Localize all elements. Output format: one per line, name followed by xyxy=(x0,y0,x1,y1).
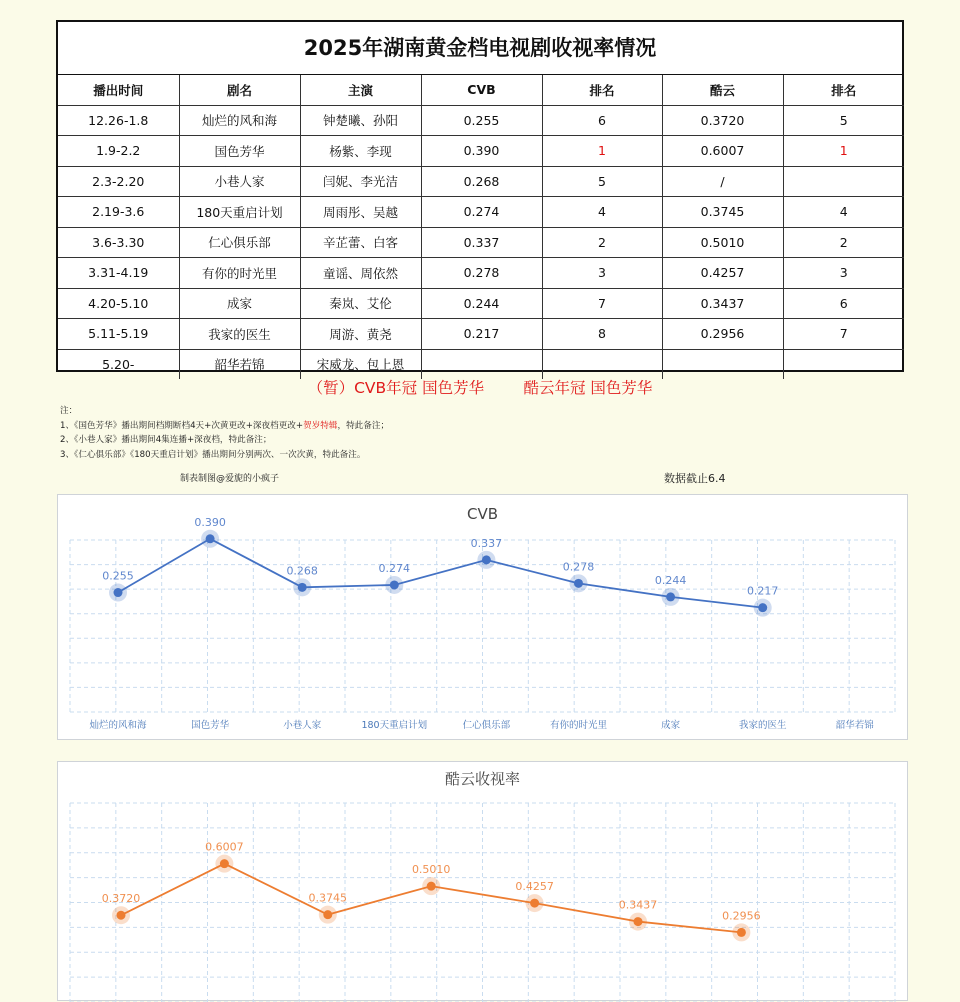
data-label: 0.278 xyxy=(562,560,595,574)
cell-cvb-rank: 6 xyxy=(542,105,662,136)
cell-drama-name: 国色芳华 xyxy=(179,136,300,167)
cvb-chart-panel xyxy=(57,494,908,740)
cell-cvb-rank: 8 xyxy=(542,319,662,350)
cell-cvb: 0.217 xyxy=(421,319,542,350)
notes-heading: 注： xyxy=(60,406,78,416)
cell-drama-name: 有你的时光里 xyxy=(179,258,300,289)
cell-cvb xyxy=(421,349,542,379)
cell-drama-name: 我家的医生 xyxy=(179,319,300,350)
data-point xyxy=(737,928,746,937)
data-point xyxy=(114,588,123,597)
table-row xyxy=(58,227,904,258)
cell-lead-actors: 辛芷蕾、白客 xyxy=(300,227,421,258)
cell-drama-name: 韶华若锦 xyxy=(179,349,300,379)
header-air-time: 播出时间 xyxy=(58,75,179,105)
cell-air-time: 2.19-3.6 xyxy=(58,197,179,228)
cell-kuyun: 0.4257 xyxy=(662,258,783,289)
cell-lead-actors: 秦岚、艾伦 xyxy=(300,288,421,319)
data-label: 0.274 xyxy=(378,561,411,575)
cell-drama-name: 灿烂的风和海 xyxy=(179,105,300,136)
data-label: 0.217 xyxy=(746,584,779,598)
x-tick-label: 成家 xyxy=(661,720,681,731)
cvb-chart-title: CVB xyxy=(466,505,499,523)
data-point xyxy=(758,603,767,612)
data-label: 0.3745 xyxy=(308,891,348,905)
data-label: 0.3437 xyxy=(618,898,658,912)
cell-kuyun: / xyxy=(662,166,783,197)
cell-kuyun xyxy=(662,349,783,379)
data-point xyxy=(634,917,643,926)
data-point xyxy=(323,910,332,919)
cell-kuyun: 0.2956 xyxy=(662,319,783,350)
data-label: 0.3720 xyxy=(101,892,141,906)
kuyun-line-chart xyxy=(58,762,909,1002)
cell-lead-actors: 周游、黄尧 xyxy=(300,319,421,350)
ratings-table-sheet xyxy=(56,20,904,372)
data-label: 0.5010 xyxy=(411,863,451,877)
data-point xyxy=(220,859,229,868)
data-point xyxy=(530,899,539,908)
cell-cvb-rank: 4 xyxy=(542,197,662,228)
table-row xyxy=(58,105,904,136)
data-point xyxy=(427,882,436,891)
cell-air-time: 5.20- xyxy=(58,349,179,379)
data-cutoff-date: 数据截止6.4 xyxy=(664,472,726,485)
data-label: 0.4257 xyxy=(515,880,554,894)
cell-kuyun: 0.3720 xyxy=(662,105,783,136)
data-label: 0.268 xyxy=(286,564,318,578)
cell-lead-actors: 钟楚曦、孙阳 xyxy=(300,105,421,136)
cell-lead-actors: 杨紫、李现 xyxy=(300,136,421,167)
data-point xyxy=(574,579,583,588)
cell-cvb: 0.268 xyxy=(421,166,542,197)
cell-kuyun-rank: 5 xyxy=(783,105,904,136)
notes xyxy=(60,404,389,462)
cell-kuyun-rank: 1 xyxy=(783,136,904,167)
data-label: 0.390 xyxy=(194,515,226,529)
cell-kuyun: 0.3437 xyxy=(662,288,783,319)
header-kuyun: 酷云 xyxy=(662,75,783,105)
cell-air-time: 3.6-3.30 xyxy=(58,227,179,258)
x-tick-label: 我家的医生 xyxy=(738,720,787,731)
data-point xyxy=(390,580,399,589)
cell-air-time: 1.9-2.2 xyxy=(58,136,179,167)
cell-lead-actors: 童谣、周依然 xyxy=(300,258,421,289)
cell-cvb-rank: 2 xyxy=(542,227,662,258)
note-2: 2、《小巷人家》播出期间4集连播+深夜档，特此备注； xyxy=(60,435,272,445)
cell-kuyun-rank: 3 xyxy=(783,258,904,289)
data-label: 0.255 xyxy=(102,569,134,583)
table-row xyxy=(58,258,904,289)
kuyun-chart-title: 酷云收视率 xyxy=(444,770,520,788)
header-cvb: CVB xyxy=(421,75,542,105)
cell-air-time: 4.20-5.10 xyxy=(58,288,179,319)
cvb-line-chart xyxy=(58,495,909,741)
data-point xyxy=(482,555,491,564)
x-tick-label: 小巷人家 xyxy=(283,720,322,731)
cell-kuyun: 0.5010 xyxy=(662,227,783,258)
header-drama-name: 剧名 xyxy=(179,75,300,105)
ratings-table xyxy=(58,75,904,379)
cell-kuyun-rank xyxy=(783,166,904,197)
cell-drama-name: 仁心俱乐部 xyxy=(179,227,300,258)
cell-lead-actors: 闫妮、李光洁 xyxy=(300,166,421,197)
cell-air-time: 2.3-2.20 xyxy=(58,166,179,197)
cell-cvb: 0.390 xyxy=(421,136,542,167)
table-header-row xyxy=(58,75,904,105)
data-point xyxy=(117,911,126,920)
note-1-end: ，特此备注； xyxy=(337,420,390,431)
data-label: 0.6007 xyxy=(205,840,244,854)
header-kuyun-rank: 排名 xyxy=(783,75,904,105)
cell-cvb: 0.244 xyxy=(421,288,542,319)
x-tick-label: 韶华若锦 xyxy=(835,720,874,731)
table-row xyxy=(58,197,904,228)
header-lead-actors: 主演 xyxy=(300,75,421,105)
cell-kuyun-rank xyxy=(783,349,904,379)
cell-kuyun-rank: 7 xyxy=(783,319,904,350)
kuyun-chart-panel xyxy=(57,761,908,1001)
data-point xyxy=(206,534,215,543)
cell-cvb-rank: 7 xyxy=(542,288,662,319)
x-tick-label: 仁心俱乐部 xyxy=(462,720,511,731)
note-3: 3、《仁心俱乐部》《180天重启计划》播出期间分别两次、一次次黄，特此备注。 xyxy=(60,449,366,460)
cell-cvb: 0.337 xyxy=(421,227,542,258)
cell-kuyun-rank: 2 xyxy=(783,227,904,258)
data-label: 0.337 xyxy=(470,536,503,550)
cell-air-time: 12.26-1.8 xyxy=(58,105,179,136)
cell-drama-name: 成家 xyxy=(179,288,300,319)
cell-lead-actors: 宋威龙、包上恩 xyxy=(300,349,421,379)
note-1-text: 1、《国色芳华》播出期间档期断档4天+次黄更改+深夜档更改+ xyxy=(60,420,304,431)
cell-drama-name: 180天重启计划 xyxy=(179,197,300,228)
cell-cvb: 0.278 xyxy=(421,258,542,289)
header-cvb-rank: 排名 xyxy=(542,75,662,105)
chart-credit: 制表制图@爱旎的小疯子 xyxy=(180,474,280,484)
cell-drama-name: 小巷人家 xyxy=(179,166,300,197)
x-tick-label: 国色芳华 xyxy=(191,720,230,731)
data-point xyxy=(298,583,307,592)
note-1 xyxy=(60,419,389,434)
cell-air-time: 5.11-5.19 xyxy=(58,319,179,350)
table-title: 2025年湖南黄金档电视剧收视率情况 xyxy=(58,22,902,75)
annual-champion-summary: （暂）CVB年冠 国色芳华 酷云年冠 国色芳华 xyxy=(307,379,653,397)
data-point xyxy=(666,592,675,601)
table-row xyxy=(58,349,904,379)
cell-cvb-rank: 1 xyxy=(542,136,662,167)
cell-kuyun: 0.3745 xyxy=(662,197,783,228)
x-tick-label: 180天重启计划 xyxy=(361,720,428,731)
cell-air-time: 3.31-4.19 xyxy=(58,258,179,289)
table-row xyxy=(58,319,904,350)
cell-cvb-rank xyxy=(542,349,662,379)
cell-cvb-rank: 3 xyxy=(542,258,662,289)
table-row xyxy=(58,166,904,197)
x-tick-label: 灿烂的风和海 xyxy=(89,720,147,731)
cell-lead-actors: 周雨彤、吴越 xyxy=(300,197,421,228)
data-label: 0.2956 xyxy=(722,909,761,923)
cell-kuyun-rank: 4 xyxy=(783,197,904,228)
data-label: 0.244 xyxy=(654,573,687,587)
cell-cvb-rank: 5 xyxy=(542,166,662,197)
cell-cvb: 0.255 xyxy=(421,105,542,136)
note-1-highlight: 贺岁特辑 xyxy=(303,420,338,431)
cell-kuyun-rank: 6 xyxy=(783,288,904,319)
cell-cvb: 0.274 xyxy=(421,197,542,228)
table-row xyxy=(58,288,904,319)
table-row xyxy=(58,136,904,167)
cell-kuyun: 0.6007 xyxy=(662,136,783,167)
x-tick-label: 有你的时光里 xyxy=(549,720,608,731)
